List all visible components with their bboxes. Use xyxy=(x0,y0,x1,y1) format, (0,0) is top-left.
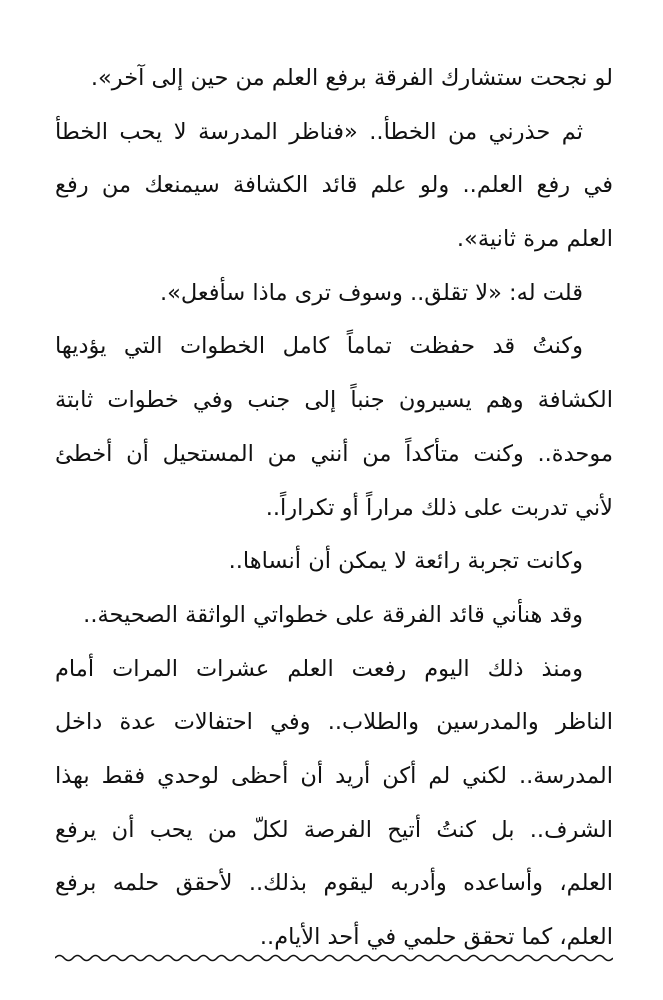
text-line: ثم حذرني من الخطأ.. «فناظر المدرسة لا يحب الخطأ xyxy=(55,118,583,145)
wavy-divider xyxy=(55,952,613,964)
text-line: في رفع العلم.. ولو علم قائد الكشافة سيمنعك من رفع xyxy=(55,172,613,199)
text-line: العلم، وأساعده وأدربه ليقوم بذلك.. لأحقق حلمه برفع xyxy=(55,870,613,897)
text-line: لأني تدربت على ذلك مراراً أو تكراراً.. xyxy=(265,494,613,521)
text-line: الكشافة وهم يسيرون جنباً إلى جنب وفي خطوات ثابتة xyxy=(55,387,613,414)
text-line: لو نجحت ستشارك الفرقة برفع العلم من حين إلى آخر». xyxy=(90,65,613,91)
text-line: الشرف.. بل كنتُ أتيح الفرصة لكلّ من يحب أن يرفع xyxy=(55,816,613,843)
text-line: قلت له: «لا تقلق.. وسوف ترى ماذا سأفعل». xyxy=(159,279,583,306)
text-line: الناظر والمدرسين والطلاب.. وفي احتفالات عدة داخل xyxy=(55,709,613,736)
text-line: موحدة.. وكنت متأكداً من أنني من المستحيل أن أخطئ xyxy=(55,440,613,467)
text-line: العلم مرة ثانية». xyxy=(456,226,613,253)
text-line: وقد هنأني قائد الفرقة على خطواتي الواثقة الصحيحة.. xyxy=(83,601,583,628)
text-line: وكنتُ قد حفظت تماماً كامل الخطوات التي يؤديها xyxy=(55,333,583,360)
story-text xyxy=(55,52,613,965)
text-line: وكانت تجربة رائعة لا يمكن أن أنساها.. xyxy=(228,548,583,575)
text-line: العلم، كما تحقق حلمي في أحد الأيام.. xyxy=(259,924,613,950)
text-line: المدرسة.. لكني لم أكن أريد أن أحظى لوحدي فقط بهذا xyxy=(55,762,613,789)
text-line: ومنذ ذلك اليوم رفعت العلم عشرات المرات أمام xyxy=(55,655,583,682)
